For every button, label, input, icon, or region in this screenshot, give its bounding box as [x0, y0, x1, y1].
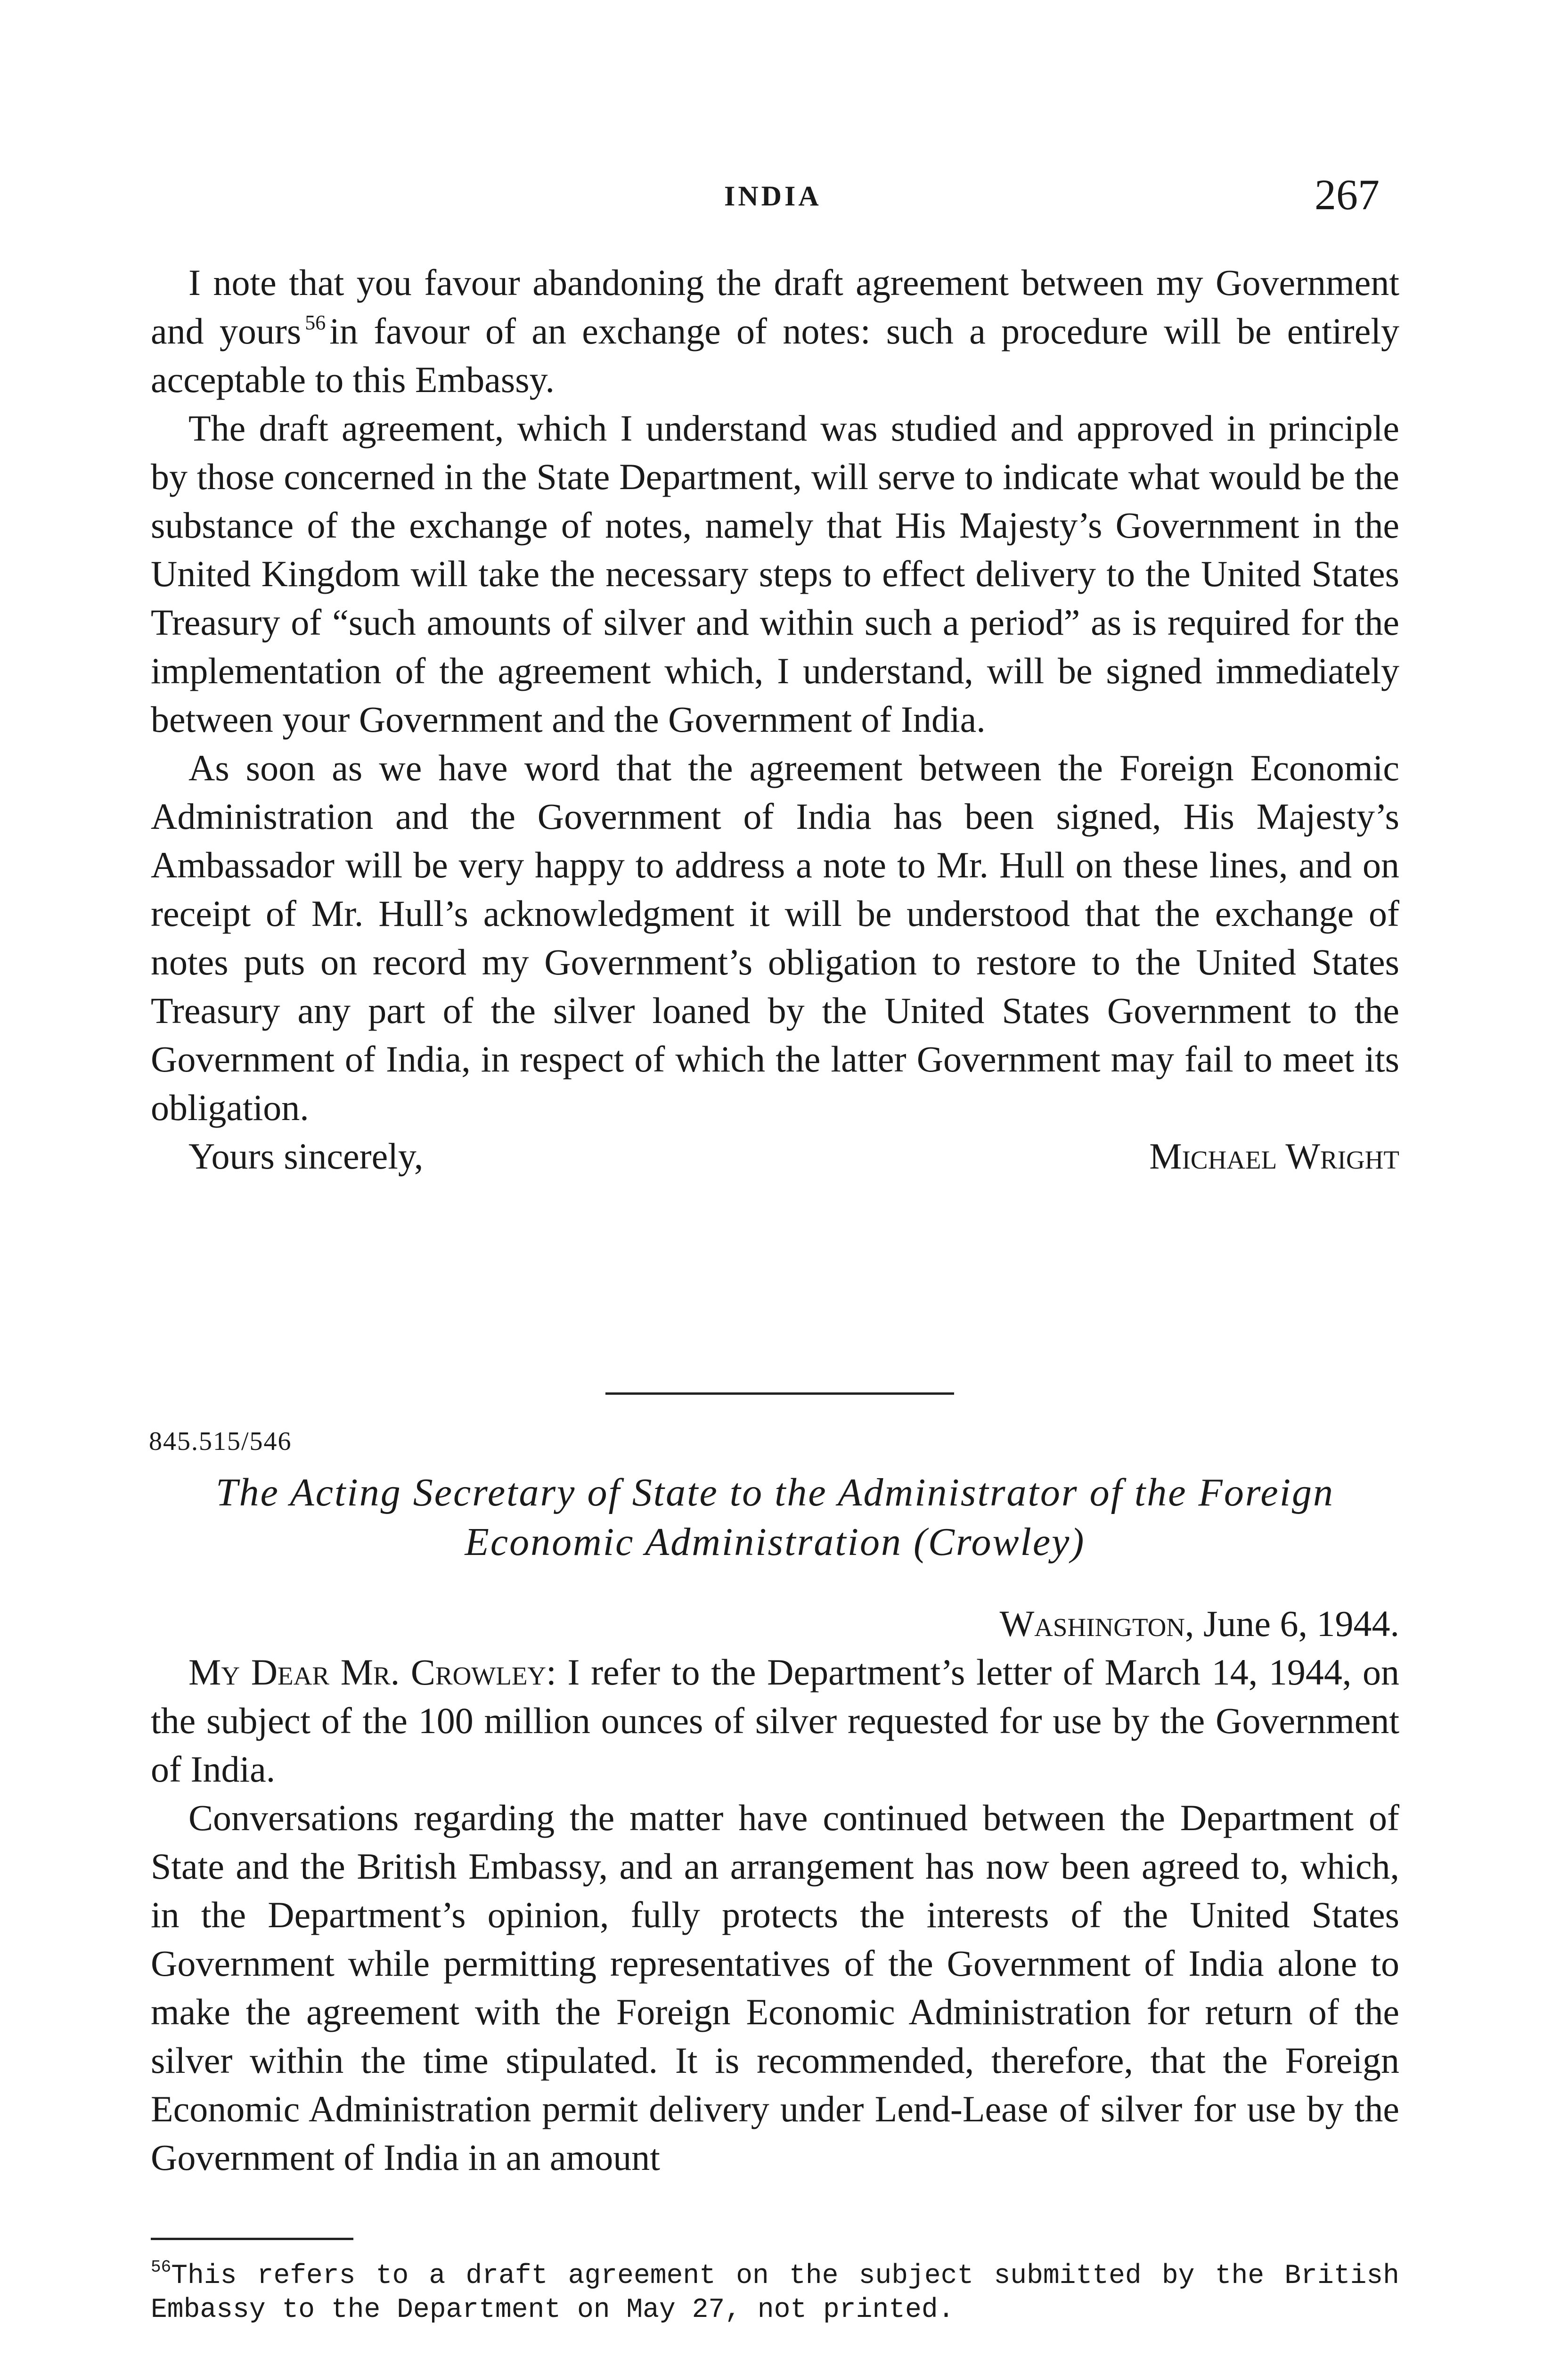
letter-paragraph-3: As soon as we have word that the agreement between the Foreign Economic Administration and the Government of India has been signed, His Majesty’s Ambassador will be very happy to address a note to Mr. Hull on these lines, and on receipt of Mr. Hull’s acknowledgment it will be understood that the exchange of notes puts on record my Government’s obligation to restore to the United States Treasury any part of the silver loaned by the United States Government to the Government of India, in respect of which the latter Government may fail to meet its obligation.: [151, 747, 1399, 1128]
footnote: [151, 2259, 1399, 2327]
letter-body: [151, 258, 1399, 1180]
letter2-paragraph-1: [151, 1648, 1399, 1793]
signature-line: [151, 1132, 1399, 1180]
footnote-divider: [151, 2238, 353, 2240]
letter-closing: Yours sincerely,: [188, 1136, 424, 1177]
footnote-reference: 56: [305, 311, 326, 334]
dateline: [1000, 1599, 1399, 1648]
footnote-mark: 56: [151, 2258, 172, 2277]
letter2-paragraph-2: Conversations regarding the matter have continued between the Department of State and the British Embassy, and an arrangement has now been agreed to, which, in the Department’s opinion, fully protects the interests of the United States Government while permitting representatives of the Government of India alone to make the agreement with the Foreign Economic Administration for return of the silver within the time stipulated. It is recommended, therefore, that the Foreign Economic Administration permit delivery under Lend-Lease of silver for use by the Government of India in an amount: [151, 1797, 1399, 2178]
dateline-date: , June 6, 1944.: [1185, 1603, 1399, 1644]
letter-paragraph-2: The draft agreement, which I understand was studied and approved in principle by those concerned in the State Department, will serve to indicate what would be the substance of the exchange of notes, namely that His Majesty’s Government in the United Kingdom will take the necessary steps to effect delivery to the United States Treasury of “such amounts of silver and within such a period” as is required for the implementation of the agreement which, I understand, will be signed immediately between your Government and the Government of India.: [151, 408, 1399, 740]
running-head: INDIA: [724, 180, 822, 212]
letter-paragraph-1-text-a: I note that you favour abandoning the draft agreement between my Government and yours: [151, 262, 1399, 352]
document-title-line-1: The Acting Secretary of State to the Administrator of the Foreign: [215, 1471, 1335, 1514]
page-number: 267: [1315, 171, 1380, 219]
footnote-text: This refers to a draft agreement on the subject submitted by the British Embassy to the Department on May 27, not printed.: [151, 2261, 1399, 2325]
page-header: [0, 170, 1568, 226]
letter-signature: Michael Wright: [1149, 1136, 1399, 1177]
letter-paragraph-1: [151, 258, 1399, 404]
dateline-place: Washington: [999, 1603, 1185, 1644]
section-divider: [605, 1392, 954, 1395]
letter2-body: [151, 1648, 1399, 2182]
file-number: 845.515/546: [149, 1427, 292, 1456]
document-title: [151, 1468, 1399, 1567]
salutation: My Dear Mr. Crowley: [188, 1652, 547, 1693]
document-title-line-2: Economic Administration (Crowley): [465, 1520, 1086, 1564]
letter2-paragraph-1-text: : I refer to the Department’s letter of March 14, 1944, on the subject of the 100 million ounces of silver requested for use by the Government of India.: [151, 1652, 1399, 1790]
letter-paragraph-1-text-b: in favour of an exchange of notes: such a procedure will be entirely acceptable to this Embassy.: [151, 311, 1399, 400]
